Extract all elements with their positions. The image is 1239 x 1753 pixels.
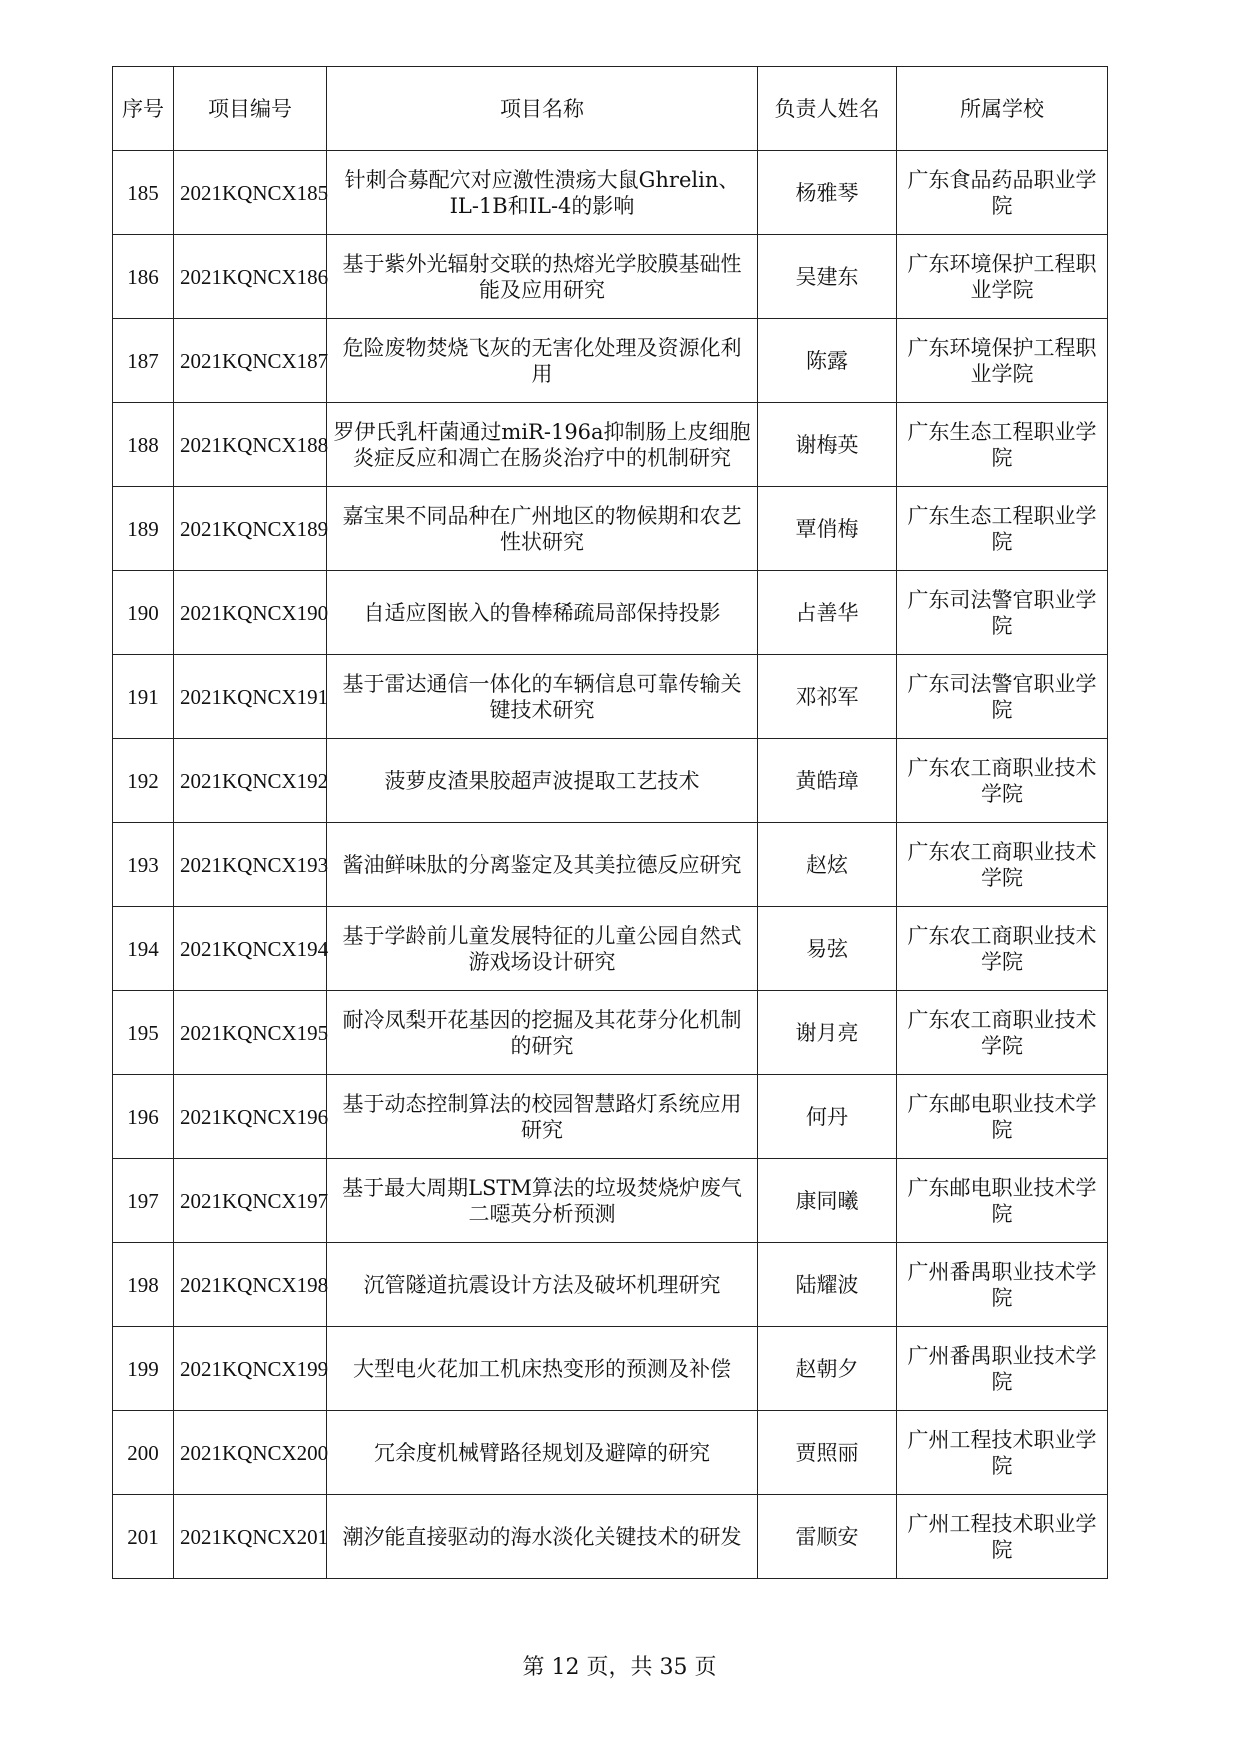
- header-code: 项目编号: [174, 67, 327, 151]
- cell-seq: 198: [113, 1243, 174, 1327]
- cell-code: 2021KQNCX193: [174, 823, 327, 907]
- cell-name: 罗伊氏乳杆菌通过miR-196a抑制肠上皮细胞炎症反应和凋亡在肠炎治疗中的机制研究: [327, 403, 758, 487]
- table-row: [113, 487, 1108, 571]
- cell-name: 基于雷达通信一体化的车辆信息可靠传输关键技术研究: [327, 655, 758, 739]
- cell-seq: 191: [113, 655, 174, 739]
- cell-name: 基于学龄前儿童发展特征的儿童公园自然式游戏场设计研究: [327, 907, 758, 991]
- cell-school: 广东环境保护工程职业学院: [897, 235, 1108, 319]
- cell-code: 2021KQNCX185: [174, 151, 327, 235]
- cell-seq: 195: [113, 991, 174, 1075]
- cell-name: 基于动态控制算法的校园智慧路灯系统应用研究: [327, 1075, 758, 1159]
- cell-name: 大型电火花加工机床热变形的预测及补偿: [327, 1327, 758, 1411]
- cell-seq: 187: [113, 319, 174, 403]
- cell-school: 广东司法警官职业学院: [897, 655, 1108, 739]
- cell-leader: 易弦: [758, 907, 897, 991]
- table-row: [113, 1327, 1108, 1411]
- cell-code: 2021KQNCX200: [174, 1411, 327, 1495]
- table-row: [113, 1411, 1108, 1495]
- cell-school: 广东食品药品职业学院: [897, 151, 1108, 235]
- table-row: [113, 823, 1108, 907]
- cell-school: 广州番禺职业技术学院: [897, 1327, 1108, 1411]
- cell-seq: 201: [113, 1495, 174, 1579]
- page-number: 第 12 页，共 35 页: [522, 1655, 717, 1680]
- table-row: [113, 1159, 1108, 1243]
- cell-seq: 188: [113, 403, 174, 487]
- cell-leader: 陈露: [758, 319, 897, 403]
- table-header-row: [113, 67, 1108, 151]
- cell-seq: 185: [113, 151, 174, 235]
- cell-name: 自适应图嵌入的鲁棒稀疏局部保持投影: [327, 571, 758, 655]
- table-row: [113, 739, 1108, 823]
- table-row: [113, 907, 1108, 991]
- cell-name: 冗余度机械臂路径规划及避障的研究: [327, 1411, 758, 1495]
- cell-name: 酱油鲜味肽的分离鉴定及其美拉德反应研究: [327, 823, 758, 907]
- cell-school: 广州工程技术职业学院: [897, 1411, 1108, 1495]
- table-row: [113, 1243, 1108, 1327]
- cell-code: 2021KQNCX187: [174, 319, 327, 403]
- cell-code: 2021KQNCX189: [174, 487, 327, 571]
- cell-leader: 何丹: [758, 1075, 897, 1159]
- cell-code: 2021KQNCX186: [174, 235, 327, 319]
- cell-school: 广东农工商职业技术学院: [897, 907, 1108, 991]
- cell-school: 广州工程技术职业学院: [897, 1495, 1108, 1579]
- cell-seq: 192: [113, 739, 174, 823]
- table-row: [113, 571, 1108, 655]
- cell-leader: 吴建东: [758, 235, 897, 319]
- cell-code: 2021KQNCX198: [174, 1243, 327, 1327]
- table-row: [113, 151, 1108, 235]
- cell-school: 广东农工商职业技术学院: [897, 739, 1108, 823]
- header-school: 所属学校: [897, 67, 1108, 151]
- table-row: [113, 655, 1108, 739]
- cell-leader: 占善华: [758, 571, 897, 655]
- cell-leader: 杨雅琴: [758, 151, 897, 235]
- cell-code: 2021KQNCX192: [174, 739, 327, 823]
- cell-name: 耐冷凤梨开花基因的挖掘及其花芽分化机制的研究: [327, 991, 758, 1075]
- cell-name: 菠萝皮渣果胶超声波提取工艺技术: [327, 739, 758, 823]
- cell-seq: 197: [113, 1159, 174, 1243]
- cell-leader: 谢月亮: [758, 991, 897, 1075]
- table-row: [113, 991, 1108, 1075]
- cell-name: 潮汐能直接驱动的海水淡化关键技术的研发: [327, 1495, 758, 1579]
- cell-seq: 193: [113, 823, 174, 907]
- cell-code: 2021KQNCX199: [174, 1327, 327, 1411]
- cell-seq: 199: [113, 1327, 174, 1411]
- header-name: 项目名称: [327, 67, 758, 151]
- cell-school: 广东司法警官职业学院: [897, 571, 1108, 655]
- cell-name: 危险废物焚烧飞灰的无害化处理及资源化利用: [327, 319, 758, 403]
- cell-leader: 贾照丽: [758, 1411, 897, 1495]
- cell-seq: 196: [113, 1075, 174, 1159]
- cell-code: 2021KQNCX194: [174, 907, 327, 991]
- cell-school: 广东环境保护工程职业学院: [897, 319, 1108, 403]
- cell-code: 2021KQNCX195: [174, 991, 327, 1075]
- cell-school: 广东生态工程职业学院: [897, 487, 1108, 571]
- cell-code: 2021KQNCX191: [174, 655, 327, 739]
- table-row: [113, 319, 1108, 403]
- cell-school: 广州番禺职业技术学院: [897, 1243, 1108, 1327]
- header-seq: 序号: [113, 67, 174, 151]
- cell-leader: 黄皓璋: [758, 739, 897, 823]
- cell-seq: 189: [113, 487, 174, 571]
- cell-code: 2021KQNCX201: [174, 1495, 327, 1579]
- table-row: [113, 1075, 1108, 1159]
- cell-seq: 186: [113, 235, 174, 319]
- cell-seq: 194: [113, 907, 174, 991]
- cell-name: 基于最大周期LSTM算法的垃圾焚烧炉废气二噁英分析预测: [327, 1159, 758, 1243]
- cell-school: 广东农工商职业技术学院: [897, 991, 1108, 1075]
- cell-name: 基于紫外光辐射交联的热熔光学胶膜基础性能及应用研究: [327, 235, 758, 319]
- header-leader: 负责人姓名: [758, 67, 897, 151]
- cell-school: 广东邮电职业技术学院: [897, 1075, 1108, 1159]
- cell-school: 广东农工商职业技术学院: [897, 823, 1108, 907]
- table-row: [113, 1495, 1108, 1579]
- cell-code: 2021KQNCX188: [174, 403, 327, 487]
- cell-school: 广东邮电职业技术学院: [897, 1159, 1108, 1243]
- cell-code: 2021KQNCX190: [174, 571, 327, 655]
- cell-leader: 谢梅英: [758, 403, 897, 487]
- cell-leader: 陆耀波: [758, 1243, 897, 1327]
- cell-name: 针刺合募配穴对应激性溃疡大鼠Ghrelin、IL-1B和IL-4的影响: [327, 151, 758, 235]
- cell-seq: 190: [113, 571, 174, 655]
- project-table: [112, 66, 1108, 1579]
- cell-name: 沉管隧道抗震设计方法及破坏机理研究: [327, 1243, 758, 1327]
- cell-code: 2021KQNCX196: [174, 1075, 327, 1159]
- cell-leader: 雷顺安: [758, 1495, 897, 1579]
- cell-school: 广东生态工程职业学院: [897, 403, 1108, 487]
- cell-leader: 覃俏梅: [758, 487, 897, 571]
- table-row: [113, 403, 1108, 487]
- cell-leader: 赵朝夕: [758, 1327, 897, 1411]
- cell-leader: 邓祁军: [758, 655, 897, 739]
- table-row: [113, 235, 1108, 319]
- cell-seq: 200: [113, 1411, 174, 1495]
- cell-leader: 康同曦: [758, 1159, 897, 1243]
- cell-name: 嘉宝果不同品种在广州地区的物候期和农艺性状研究: [327, 487, 758, 571]
- cell-code: 2021KQNCX197: [174, 1159, 327, 1243]
- cell-leader: 赵炫: [758, 823, 897, 907]
